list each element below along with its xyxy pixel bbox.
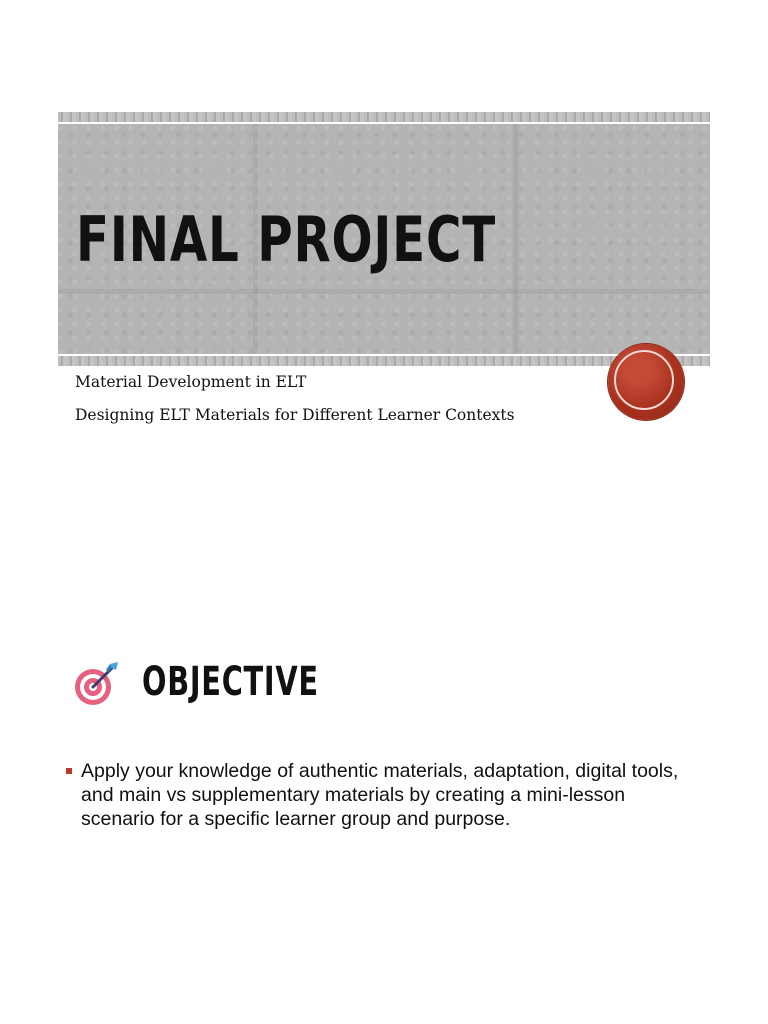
slide-title-text: FINAL PROJECT xyxy=(76,203,497,276)
course-subtitle: Material Development in ELT xyxy=(75,373,307,391)
slide-objective xyxy=(0,512,768,1024)
bullet-text: Apply your knowledge of authentic materials, adaptation, digital tools, and main vs supplementary materials by creating a mini-lesson scenario for a specific learner group and purpose. xyxy=(81,760,679,830)
bullet-marker xyxy=(66,768,72,774)
title-banner xyxy=(58,124,710,354)
banner-top-strip xyxy=(58,112,710,122)
project-subtitle: Designing ELT Materials for Different Learner Contexts xyxy=(75,406,515,424)
objective-heading: OBJECTIVE xyxy=(142,659,319,705)
objective-bullet-list xyxy=(64,759,704,831)
target-with-arrow-icon xyxy=(72,660,120,708)
list-item xyxy=(64,759,704,831)
decorative-red-circle xyxy=(608,344,684,420)
decorative-circle-ring xyxy=(614,350,674,410)
